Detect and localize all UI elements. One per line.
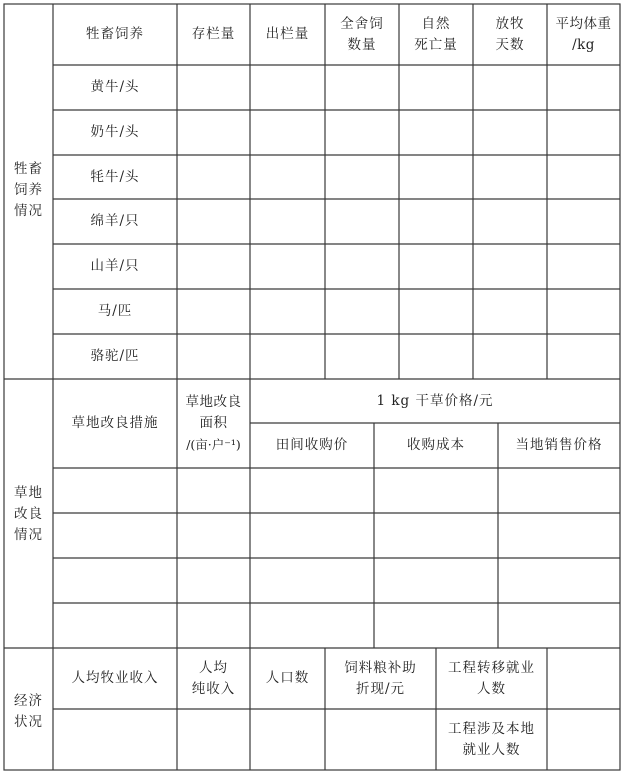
header-transfer-employment-line-1: 工程转移就业 [448,659,535,676]
header-slaughter-count: 出栏量 [265,26,310,42]
header-natural-death-line-1: 自然 [421,15,451,32]
header-per-capita-net-income [177,648,250,709]
header-natural-death-line-2: 死亡量 [414,36,458,53]
row-label-camel: 骆驼/匹 [90,348,140,364]
header-improvement-area-line-3: /(亩·户⁻¹) [186,437,241,452]
header-livestock-type: 牲畜饲养 [86,26,144,42]
header-grazing-days-line-1: 放牧 [495,15,525,32]
header-full-housing-line-1: 全舍饲 [340,15,384,32]
economy-section-label-line-2: 状况 [14,714,43,730]
grassland-section-label [4,474,53,554]
economy-section-label [4,682,53,742]
livestock-section-label [4,150,53,230]
header-project-local-employment [436,709,547,770]
header-population: 人口数 [265,670,310,686]
header-project-transfer-employment [436,648,547,709]
header-full-housing-count [325,4,399,65]
header-hay-price: 1 kg 干草价格/元 [376,392,494,409]
header-feed-grain-subsidy [325,648,436,709]
header-average-weight [547,4,620,65]
header-grazing-days-line-2: 天数 [495,36,525,53]
header-stock-count: 存栏量 [191,26,236,42]
row-label-yak: 牦牛/头 [90,168,140,185]
header-improvement-area-line-1: 草地改良 [185,394,242,410]
header-purchase-cost: 收购成本 [407,437,465,453]
livestock-section-label-line-1: 牲畜 [14,160,43,177]
header-full-housing-line-2: 数量 [347,36,377,53]
livestock-section-label-line-2: 饲养 [14,181,43,198]
header-improvement-area [177,379,250,468]
row-label-dairy-cattle: 奶牛/头 [90,124,140,140]
header-feed-grain-subsidy-line-2: 折现/元 [355,680,406,697]
header-local-employment-line-2: 就业人数 [462,741,521,758]
header-net-income-line-1: 人均 [199,659,228,676]
grassland-section-label-line-3: 情况 [14,526,43,543]
header-local-sale-price: 当地销售价格 [515,437,603,453]
row-label-goat: 山羊/只 [90,258,140,274]
row-label-horse: 马/匹 [97,303,133,319]
header-feed-grain-subsidy-line-1: 饲料粮补助 [344,659,417,676]
header-field-purchase-price: 田间收购价 [275,437,349,453]
header-improvement-measures: 草地改良措施 [71,415,159,431]
row-label-sheep: 绵羊/只 [90,213,140,229]
header-transfer-employment-line-2: 人数 [477,680,506,697]
header-improvement-area-line-2: 面积 [199,415,228,431]
header-natural-death-count [399,4,473,65]
header-grazing-days [473,4,547,65]
grassland-section-label-line-2: 改良 [14,505,43,522]
header-per-capita-livestock-income: 人均牧业收入 [71,670,159,686]
header-average-weight-line-2: /kg [572,36,595,53]
header-local-employment-line-1: 工程涉及本地 [448,720,535,737]
header-net-income-line-2: 纯收入 [191,680,236,697]
row-label-yellow-cattle: 黄牛/头 [90,79,140,95]
economy-section-label-line-1: 经济 [14,693,43,709]
livestock-section-label-line-3: 情况 [14,202,43,219]
grassland-section-label-line-1: 草地 [14,484,43,501]
header-average-weight-line-1: 平均体重 [555,15,612,32]
